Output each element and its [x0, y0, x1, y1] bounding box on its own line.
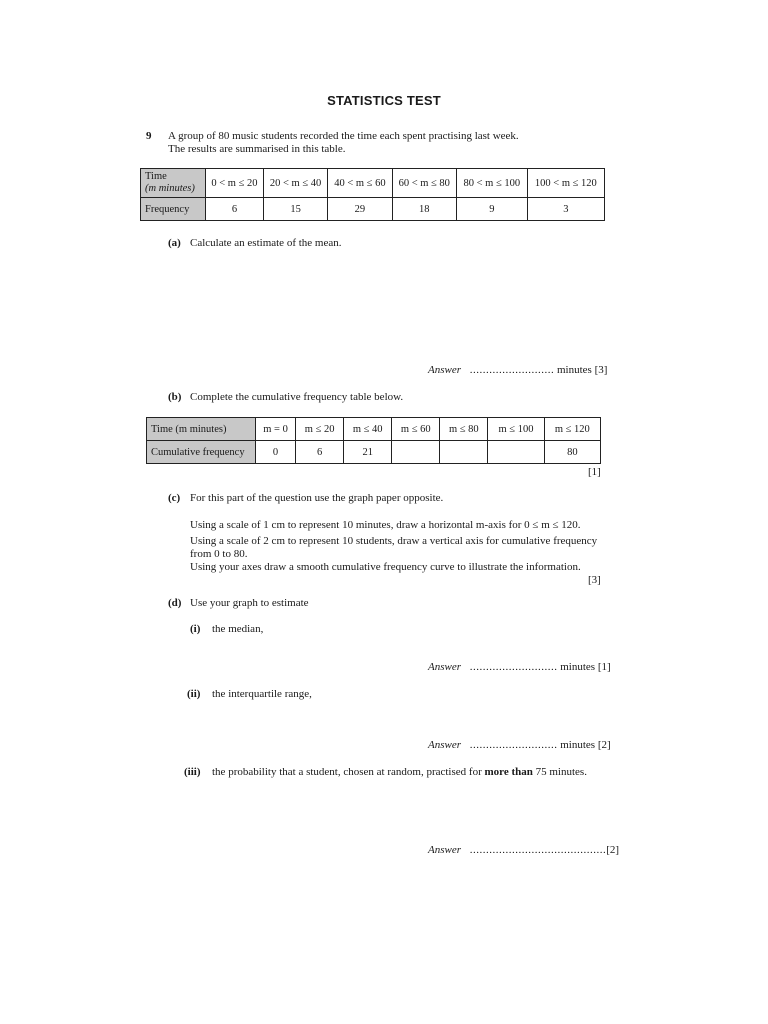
part-b-label: (b): [168, 391, 182, 403]
part-c-marks: [3]: [588, 574, 601, 586]
cf-column-cell: m ≤ 100: [488, 418, 544, 441]
cf-header-cell: Cumulative frequency: [147, 441, 256, 464]
part-d-iii-text-after: 75 minutes.: [535, 766, 587, 778]
interval-cell: 40 < m ≤ 60: [328, 169, 392, 198]
question-intro-line2: The results are summarised in this table.: [168, 143, 346, 155]
cf-column-cell: m = 0: [256, 418, 296, 441]
part-c-line4: Using your axes draw a smooth cumulative frequency curve to illustrate the information.: [190, 561, 581, 573]
part-d-text: Use your graph to estimate: [190, 597, 309, 609]
answer-unit: minutes [3]: [557, 364, 608, 376]
time-header-line2: (m minutes): [145, 183, 195, 194]
answer-dots[interactable]: ..........................: [469, 364, 555, 376]
part-c-line3: from 0 to 80.: [190, 548, 248, 560]
answer-label: Answer: [428, 739, 461, 751]
part-b-text: Complete the cumulative frequency table below.: [190, 391, 404, 403]
time-header-line1: Time: [145, 171, 167, 182]
interval-cell: 100 < m ≤ 120: [527, 169, 604, 198]
table-row: [147, 418, 601, 441]
part-b-marks: [1]: [588, 466, 601, 478]
cf-value-cell[interactable]: 6: [296, 441, 344, 464]
frequency-cell: 15: [263, 198, 327, 221]
cf-value-cell[interactable]: 80: [544, 441, 600, 464]
part-d-iii-text: [212, 766, 587, 778]
frequency-cell: 3: [527, 198, 604, 221]
interval-cell: 60 < m ≤ 80: [392, 169, 456, 198]
page-title: STATISTICS TEST: [327, 93, 441, 108]
frequency-cell: 18: [392, 198, 456, 221]
cf-column-cell: m ≤ 120: [544, 418, 600, 441]
answer-label: Answer: [428, 844, 461, 856]
part-a-text: Calculate an estimate of the mean.: [190, 237, 342, 249]
frequency-cell: 6: [206, 198, 264, 221]
cf-value-cell[interactable]: [440, 441, 488, 464]
time-header-cell: Time (m minutes): [147, 418, 256, 441]
part-d-i-label: (i): [190, 623, 201, 635]
answer-dots[interactable]: ...........................: [469, 661, 558, 673]
answer-unit: minutes [2]: [560, 739, 611, 751]
answer-unit: minutes [1]: [560, 661, 611, 673]
answer-label: Answer: [428, 364, 461, 376]
table-row: [141, 169, 605, 198]
cf-value-cell[interactable]: 0: [256, 441, 296, 464]
part-d-ii-text: the interquartile range,: [212, 688, 312, 700]
interval-cell: 0 < m ≤ 20: [206, 169, 264, 198]
answer-dots[interactable]: ...........................: [469, 739, 558, 751]
cf-column-cell: m ≤ 60: [392, 418, 440, 441]
cf-column-cell: m ≤ 40: [344, 418, 392, 441]
part-a-answer-line: [428, 364, 607, 376]
cumulative-frequency-table: [146, 417, 601, 464]
time-header-cell: [141, 169, 206, 198]
interval-cell: 80 < m ≤ 100: [456, 169, 527, 198]
answer-label: Answer: [428, 661, 461, 673]
question-number: 9: [146, 130, 152, 142]
interval-cell: 20 < m ≤ 40: [263, 169, 327, 198]
answer-marks: [2]: [606, 844, 620, 856]
part-d-iii-answer-line: [428, 844, 619, 856]
part-d-i-answer-line: [428, 661, 611, 673]
part-a-label: (a): [168, 237, 181, 249]
part-d-iii-label: (iii): [184, 766, 201, 778]
part-c-line1: Using a scale of 1 cm to represent 10 minutes, draw a horizontal m-axis for 0 ≤ m ≤ 120.: [190, 519, 581, 531]
table-row: [147, 441, 601, 464]
part-c-text: For this part of the question use the graph paper opposite.: [190, 492, 444, 504]
cf-value-cell[interactable]: 21: [344, 441, 392, 464]
part-d-ii-label: (ii): [187, 688, 201, 700]
answer-dots[interactable]: ..........................................: [469, 844, 607, 856]
cf-value-cell[interactable]: [392, 441, 440, 464]
part-d-iii-text-bold: more than: [484, 766, 533, 778]
frequency-table: [140, 168, 605, 221]
cf-value-cell[interactable]: [488, 441, 544, 464]
frequency-cell: 29: [328, 198, 392, 221]
part-d-i-text: the median,: [212, 623, 264, 635]
frequency-cell: 9: [456, 198, 527, 221]
part-c-label: (c): [168, 492, 181, 504]
part-d-iii-text-before: the probability that a student, chosen at random, practised for: [212, 766, 482, 778]
part-c-line2: Using a scale of 2 cm to represent 10 students, draw a vertical axis for cumulative frequency: [190, 535, 598, 547]
part-d-ii-answer-line: [428, 739, 611, 751]
cf-column-cell: m ≤ 20: [296, 418, 344, 441]
frequency-header-cell: Frequency: [141, 198, 206, 221]
part-d-label: (d): [168, 597, 182, 609]
question-intro-line1: A group of 80 music students recorded the time each spent practising last week.: [168, 130, 519, 142]
table-row: [141, 198, 605, 221]
cf-column-cell: m ≤ 80: [440, 418, 488, 441]
